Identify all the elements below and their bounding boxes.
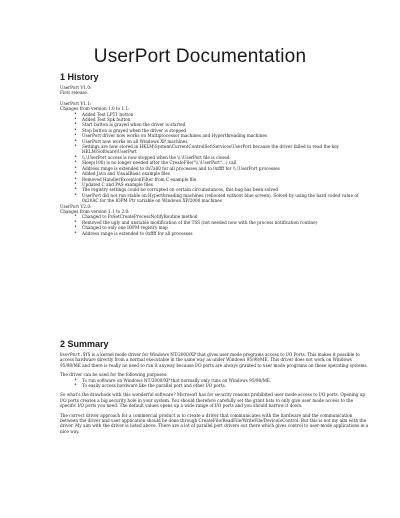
summary-paragraph-1: UserPort.SYS is a kernel mode driver for Windows NT/2000/XP that gives user mode programs access to I/O Ports. This makes it possible to access hardware directly from a normal executable in the same way as under Windows 95/98/ME. This driver does not work on Windows 95/98/ME and there is really no need to run it anyway because I/O ports are always granted to user mode programs on these operating systems. (60, 352, 368, 368)
list-item: • UserPort now works on all Windows XP machines (82, 139, 370, 144)
list-item: • Added Java and VisualBasic example files (82, 171, 370, 176)
list-item: • Start button is grayed when the driver is started (82, 122, 370, 127)
list-item: • Added Test LPT1 button (82, 112, 370, 117)
list-item: • To easily access hardware like the parallel port and other I/O ports. (82, 383, 370, 388)
document-title: UserPort Documentation (93, 46, 307, 67)
v20-label: UserPort V2.0: (60, 203, 92, 209)
v10-text: First release. (60, 90, 89, 96)
list-item: • Stop button is grayed when the driver is stopped (82, 128, 370, 133)
v11-change-list (60, 112, 370, 204)
purposes-intro: The driver can be used for the following purposes: (60, 372, 168, 378)
summary-paragraph-4: The correct driver approach for a commercial product is to create a driver that communicates with the hardware and the communication between the driver and user application should be done through CreateFile/ReadFile/WriteFile/DeviceIoControl. But this is not my aim with the driver. My aim with the driver is listed above. There are a lot of parallel port drivers out there which gives control to user-mode applications in a nice way. (60, 412, 369, 434)
list-item: • The registry settings could be corrupted on certain circumstances, this bug has been solved (82, 187, 370, 192)
list-item: • Changed to only one IOPM registry map (82, 225, 370, 230)
summary-heading: 2 Summary (60, 339, 109, 349)
v11-label: UserPort V1.1: (60, 100, 92, 106)
list-item: • Removed the ugly and unstable modification of the TSS (not needed now with the process notification routine) (82, 220, 370, 225)
list-item: • Settings are now stored in HKLM\System\CurrentControlSet\Services\UserPort because the driver failed to read the key HKLM\Software\UserPort (82, 144, 370, 155)
v20-intro: Changes from version 1.1 to 2.0: (60, 208, 130, 214)
v11-intro: Changes from version 1.0 to 1.1: (60, 106, 130, 112)
list-item: • Sleep(100) is no longer needed after the CreateFile("\\.\UserPort"...) call (82, 160, 370, 165)
list-item: • Added Test Spk button (82, 117, 370, 122)
list-item: • UserPort did not run stable on Hyperthreading machines (rebooted without blue screen). Solved by using the hard coded value of 0x20AC for the IOPM Ptr variable on Windows XP/2000 machines (82, 193, 370, 204)
purpose-list (60, 378, 370, 389)
v20-change-list (60, 214, 370, 236)
list-item: • \\.\UserPort access is now stopped when the \\.\UserPort file is closed (82, 155, 370, 160)
list-item: • UserPort driver now works on Multiprocessor machines and Hyperthreading machines (82, 133, 370, 138)
list-item: • Updated C and PAS example files (82, 182, 370, 187)
summary-section (60, 352, 370, 434)
driver-filename: UserPort.SYS (60, 352, 91, 357)
list-item: • To run software on Windows NT/2000/XP that normally only runs on Windows 95/98/ME. (82, 378, 370, 383)
list-item: • Removed HandlerExceptionFilter from C example file (82, 177, 370, 182)
list-item: • Address range is extended to 0x7a00 for all processes and to 0xffff for \\.\UserPort processes (82, 166, 370, 171)
history-section (60, 85, 370, 236)
summary-paragraph-3: So what's the drawback with this wonderful software? Microsoft has for security reasons prohibited user mode access to I/O ports. Opening up I/O ports creates a big security hole in your system. You should therefore carefully set the grant lists to only give user mode access to the specific I/O ports you need. The default values opens up a wide range of I/O ports and you should narrow it down. (60, 392, 366, 409)
list-item: • Changed to PsSetCreateProcessNotifyRoutine method (82, 214, 370, 219)
history-heading: 1 History (60, 72, 99, 82)
v10-label: UserPort V1.0: (60, 85, 92, 90)
list-item: • Address range is extended to 0xffff for all processes (82, 231, 370, 236)
